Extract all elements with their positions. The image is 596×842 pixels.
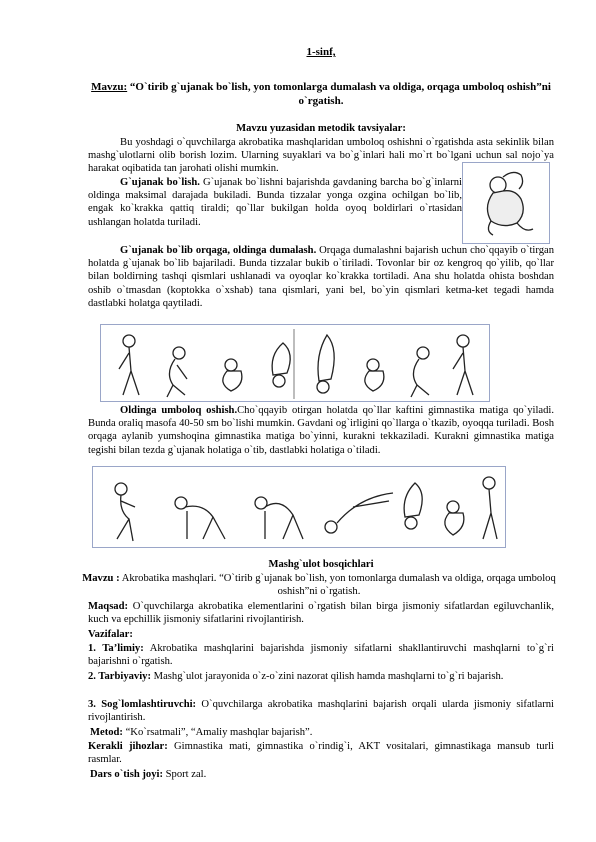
task-2-text: Mashg`ulot jarayonida o`z-o`zini nazorat qilish hamda mashqlarni to`g`ri bajarish.: [151, 671, 504, 682]
method-intro: Bu yoshdagi o`quvchilarga akrobatika mashqlaridan umboloq oshishni o`rgatishda asta sekinlik bilan mashg`ulotlarni olib borish lozim. Ularning suyaklari va bo`g`inlari hali mo`rt bo`lgani uchun sal nojo`ya harakat oqibatida tan jarohati olishi mumkin.: [88, 137, 554, 175]
roll-forward-title: Oldinga umboloq oshish.: [120, 405, 238, 416]
plan-equipment: [88, 740, 554, 766]
roll-forward-sequence-image: [92, 466, 506, 548]
method-heading: Mavzu yuzasidan metodik tavsiyalar:: [236, 123, 406, 134]
roll-back-title: G`ujanak bo`lib orqaga, oldinga dumalash.: [120, 245, 317, 256]
plan-place-label: Dars o`tish joyi:: [90, 769, 163, 780]
topic-text: “O`tirib g`ujanak bo`lish, yon tomonlarga dumalash va oldiga, orqaga umboloq oshish”ni o`rgatish.: [129, 81, 551, 107]
roll-forward-paragraph: [88, 404, 554, 457]
roll-forward-text: Cho`qqayib otirgan holatda qo`llar kaftini gimnastika matiga qo`yiladi. Bunda oraliq masofa 40-50 sm bo`lishi mumkin. Gavdani og`irligini qo`llarga o`tkazib, oyoqqa turiladi. Bosh orqaga aylanib yumshoqina gimnastika matiga bo`yinni, kurakni tekkaziladi. Kurakni gimnastika matiga tegishi bilan tezda g`ujanak holatiga o`tib, dastlabki holatiga o`tiladi.: [88, 405, 554, 456]
plan-place: [90, 768, 556, 781]
plan-equipment-label: Kerakli jihozlar:: [88, 741, 168, 752]
topic-label: Mavzu:: [91, 81, 128, 93]
topic-heading: [88, 80, 554, 108]
task-1-label: 1. Ta’limiy:: [88, 643, 144, 654]
tuck-figure-icon: [463, 163, 549, 243]
roll-back-text: Orqaga dumalashni bajarish uchun cho`qqayib o`tirgan holatda g`ujanak bo`lib bajariladi. Bunda tizzalar bukib o`tiriladi. Tovonlar bir oz kengroq qo`yilib, qo`llar bilan boldirning tashqi qismlari ushlanadi va oyoqlar ko`krakka tortiladi. Ana shu holatda ohista boshdan oshib o`tmasdan (koptokka o`xshab) tana qismlari, yani bel, bo`yin qismlari ketma-ket tegadi hamda dastlabki holatga qaytiladi.: [88, 245, 554, 309]
plan-heading: Mashg`ulot bosqichlari: [268, 559, 374, 570]
roll-back-sequence-image: [100, 324, 490, 402]
tuck-figure-image: [462, 162, 550, 244]
gujanak-paragraph: [88, 176, 462, 229]
plan-topic-label: Mavzu :: [82, 573, 120, 584]
task-3-label: 3. Sog`lomlashtiruvchi:: [88, 699, 197, 710]
plan-goal-text: O`quvchilarga akrobatika elementlarini o`rgatish bilan birga jismoniy sifatlardan egiluvchanlik, kuch va epchillik jismoniy sifatlarini rivojlantirish.: [88, 601, 554, 626]
roll-back-paragraph: [88, 244, 554, 310]
plan-topic-text: Akrobatika mashqlari. “O`tirib g`ujanak bo`lish, yon tomonlarga dumalash va oldiga, orqaga umboloq oshish”ni o`rgatish.: [119, 573, 556, 598]
plan-goal-label: Maqsad:: [88, 601, 129, 612]
plan-goal: [88, 600, 554, 626]
roll-back-sequence-icon: [101, 325, 489, 401]
plan-tasks-label: Vazifalar:: [88, 629, 133, 640]
gujanak-text: G`ujanak bo`lishni bajarishda gavdaning barcha bo`g`inlarni oldinga maksimal darajada bukiladi. Bunda tizzalar yonga ozgina ochilgan bo`lib, engak ko`krakka qattiq tiraldi; qo`llar bukilgan holda oyoq boldirlari o`rtasidan ushlangan holatda turiladi.: [88, 177, 462, 228]
roll-forward-sequence-icon: [93, 467, 505, 547]
plan-topic: [78, 572, 560, 598]
task-1-text: Akrobatika mashqlarini bajarishda jismoniy sifatlarni shakllantiruvchi mashqlarni to`g`ri bajarishni o`rgatish.: [88, 643, 554, 668]
plan-place-text: Sport zal.: [162, 769, 207, 780]
plan-method: [90, 726, 556, 739]
gujanak-title: G`ujanak bo`lish.: [120, 177, 200, 188]
plan-method-text: “Ko`rsatmali”, “Amaliy mashqlar bajarish”.: [122, 727, 313, 738]
plan-task-3: [88, 698, 554, 724]
plan-task-2: [88, 670, 554, 683]
plan-task-1: [88, 642, 554, 668]
class-label: 1-sinf,: [306, 46, 336, 58]
task-2-label: 2. Tarbiyaviy:: [88, 671, 151, 682]
plan-equipment-text: Gimnastika mati, gimnastika o`rindig`i, AKT vositalari, gimnastikaga mansub turli rasmlar.: [88, 741, 554, 766]
task-3-text: O`quvchilarga akrobatika mashqlarini bajarish orqali ularda jismoniy sifatlarni rivojlantirish.: [88, 699, 554, 724]
plan-method-label: Metod:: [90, 727, 123, 738]
